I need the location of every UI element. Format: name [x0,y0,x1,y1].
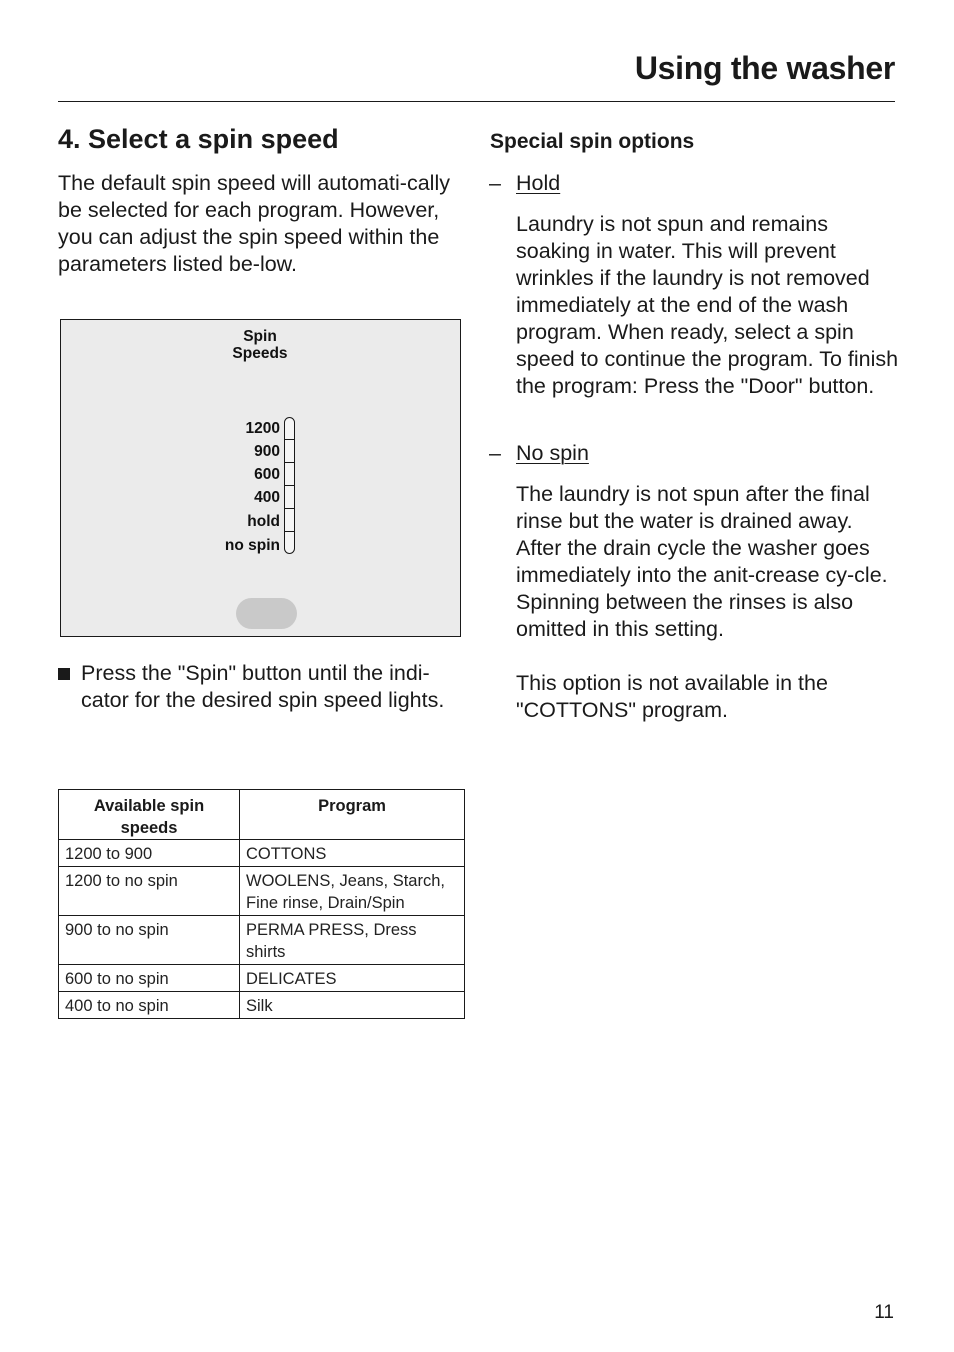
cell-program: WOOLENS, Jeans, Starch, Fine rinse, Drain/Spin [240,867,465,916]
hold-option-description: Laundry is not spun and remains soaking in water. This will prevent wrinkles if the laundry is not removed immediately at the end of the wash program. When ready, select a spin speed to continue the program. To finish the program: Press the "Door" button. [516,212,899,398]
cell-speeds: 1200 to no spin [59,867,240,916]
cell-speeds: 600 to no spin [59,965,240,992]
speed-label-hold: hold [247,513,280,530]
cell-speeds: 1200 to 900 [59,840,240,867]
no-spin-option-note: This option is not available in the "COTTONS" program. [516,671,828,722]
panel-title-line2: Speeds [232,345,288,362]
spin-indicator-lights [284,417,295,554]
speed-label-900: 900 [254,443,280,460]
speed-label-400: 400 [254,489,280,506]
panel-title [61,328,459,362]
indicator-divider [285,462,294,463]
cell-program: COTTONS [240,840,465,867]
table-row [59,840,465,867]
indicator-divider [285,531,294,532]
table-row [59,965,465,992]
list-dash: – [489,171,501,195]
intro-paragraph: The default spin speed will automati-cally be selected for each program. However, you can adjust the spin speed within the parameters listed be-low. [58,171,450,276]
bullet-square-icon [58,668,70,680]
column-header-speeds [59,790,240,840]
column-header-speeds-line2: speeds [120,819,178,837]
column-header-program: Program [240,790,465,840]
spin-speed-table [58,789,465,1019]
speed-label-600: 600 [254,466,280,483]
page-number: 11 [874,1302,894,1323]
table-header-row [59,790,465,840]
instruction-text: Press the "Spin" button until the indi-cator for the desired spin speed lights. [81,661,445,712]
indicator-divider [285,508,294,509]
cell-speeds: 400 to no spin [59,992,240,1019]
table-row [59,916,465,965]
cell-speeds: 900 to no spin [59,916,240,965]
speed-label-1200: 1200 [245,420,280,437]
hold-option-title: Hold [516,171,561,195]
no-spin-option-title: No spin [516,441,589,465]
speed-label-no-spin: no spin [224,537,280,554]
header-divider [58,101,895,102]
indicator-divider [285,485,294,486]
control-panel-illustration [60,319,461,637]
indicator-divider [285,439,294,440]
no-spin-option-description: The laundry is not spun after the final rinse but the water is drained away. After the drain cycle the washer goes immediately into the anit-crease cy-cle. Spinning between the rinses is also omitted in this setting. [516,482,888,641]
column-header-speeds-line1: Available spin [93,797,205,815]
panel-title-line1: Spin [243,328,277,345]
spin-button[interactable] [236,598,297,629]
page-header-title: Using the washer [634,50,895,86]
cell-program: DELICATES [240,965,465,992]
table-row [59,992,465,1019]
cell-program: Silk [240,992,465,1019]
cell-program: PERMA PRESS, Dress shirts [240,916,465,965]
list-dash: – [489,441,501,465]
special-options-title: Special spin options [490,130,695,153]
table-row [59,867,465,916]
section-title: 4. Select a spin speed [58,124,339,154]
